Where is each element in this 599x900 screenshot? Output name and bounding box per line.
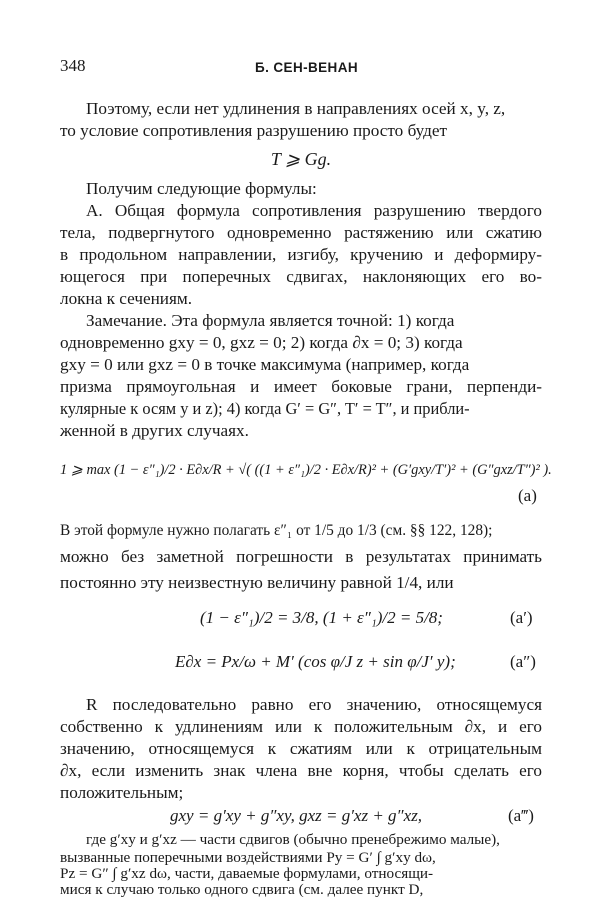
text-line: то условие сопротивления разрушению просто будет (60, 121, 448, 140)
text-line: призма прямоугольная и имеет боковые грани, перпенди- (60, 377, 542, 396)
text-line: в продольном направлении, изгибу, кручению и деформиру- (60, 245, 542, 264)
formula-a-prime: (1 − ε″₁)/2 = 3/8, (1 + ε″₁)/2 = 5/8; (200, 608, 443, 627)
formula-a-prime-tag: (a′) (510, 608, 533, 627)
text-line: тела, подвергнутого одновременно растяжению или сжатию (60, 223, 542, 242)
text-line: А. Общая формула сопротивления разрушению твердого (86, 201, 542, 220)
text-line: значению, относящемуся к сжатиям или к отрицательным (60, 739, 542, 758)
text-line: R последовательно равно его значению, относящемуся (86, 695, 542, 714)
text-line: ющегося при поперечных сдвигах, наклоняющих его во- (60, 267, 542, 286)
text-line: gxy = 0 или gxz = 0 в точке максимума (например, когда (60, 355, 470, 374)
running-title: Б. СЕН-ВЕНАН (255, 60, 359, 75)
formula-inequality: T ⩾ Gg. (270, 149, 332, 169)
text-line: одновременно gxy = 0, gxz = 0; 2) когда ∂x = 0; 3) когда (60, 333, 463, 352)
text-line: постоянно эту неизвестную величину равной 1/4, или (60, 573, 454, 592)
text-line: мися к случаю только одного сдвига (см. далее пункт D, (60, 881, 424, 898)
remark-line: Замечание. Эта формула является точной: 1) когда (86, 311, 455, 330)
text-line: собственно к удлинениям или к положительным ∂x, и его (60, 717, 542, 736)
text-line: можно без заметной погрешности в результатах принимать (60, 547, 542, 566)
text-line: Получим следующие формулы: (86, 179, 317, 198)
formula-a-double-prime: E∂x = Px/ω + M′ (cos φ/J z + sin φ/J′ y); (175, 652, 456, 671)
formula-a-triple-prime: gxy = g′xy + g″xy, gxz = g′xz + g″xz, (170, 806, 423, 825)
text-line: где g′xy и g′xz — части сдвигов (обычно пренебрежимо малые), (86, 831, 500, 848)
formula-a-tag: (a) (518, 486, 537, 505)
text-line: вызванные поперечными воздействиями Py = G′ ∫ g′xy dω, (60, 849, 436, 866)
text-line: В этой формуле нужно полагать ε″₁ от 1/5 до 1/3 (см. §§ 122, 128); (60, 522, 493, 539)
formula-a-double-prime-tag: (a″) (510, 652, 536, 671)
text-line: Поэтому, если нет удлинения в направлениях осей x, y, z, (86, 99, 506, 118)
text-line: ∂x, если изменить знак члена вне корня, чтобы сделать его (60, 761, 542, 780)
text-line: локна к сечениям. (60, 289, 193, 308)
text-line: положительным; (60, 783, 184, 802)
page-number: 348 (60, 56, 86, 75)
formula-a: 1 ⩾ max (1 − ε″₁)/2 · E∂x/R + √( ((1 + ε″₁)/2 · E∂x/R)² + (G′gxy/T′)² + (G″gxz/T″)² ). (60, 462, 552, 478)
text-line: кулярные к осям y и z); 4) когда G′ = G″, T′ = T″, и прибли- (60, 399, 470, 418)
text-line: женной в других случаях. (60, 421, 249, 440)
formula-a-triple-prime-tag: (a‴) (508, 806, 534, 825)
text-line: Pz = G″ ∫ g′xz dω, части, даваемые формулами, относящи- (60, 865, 434, 882)
